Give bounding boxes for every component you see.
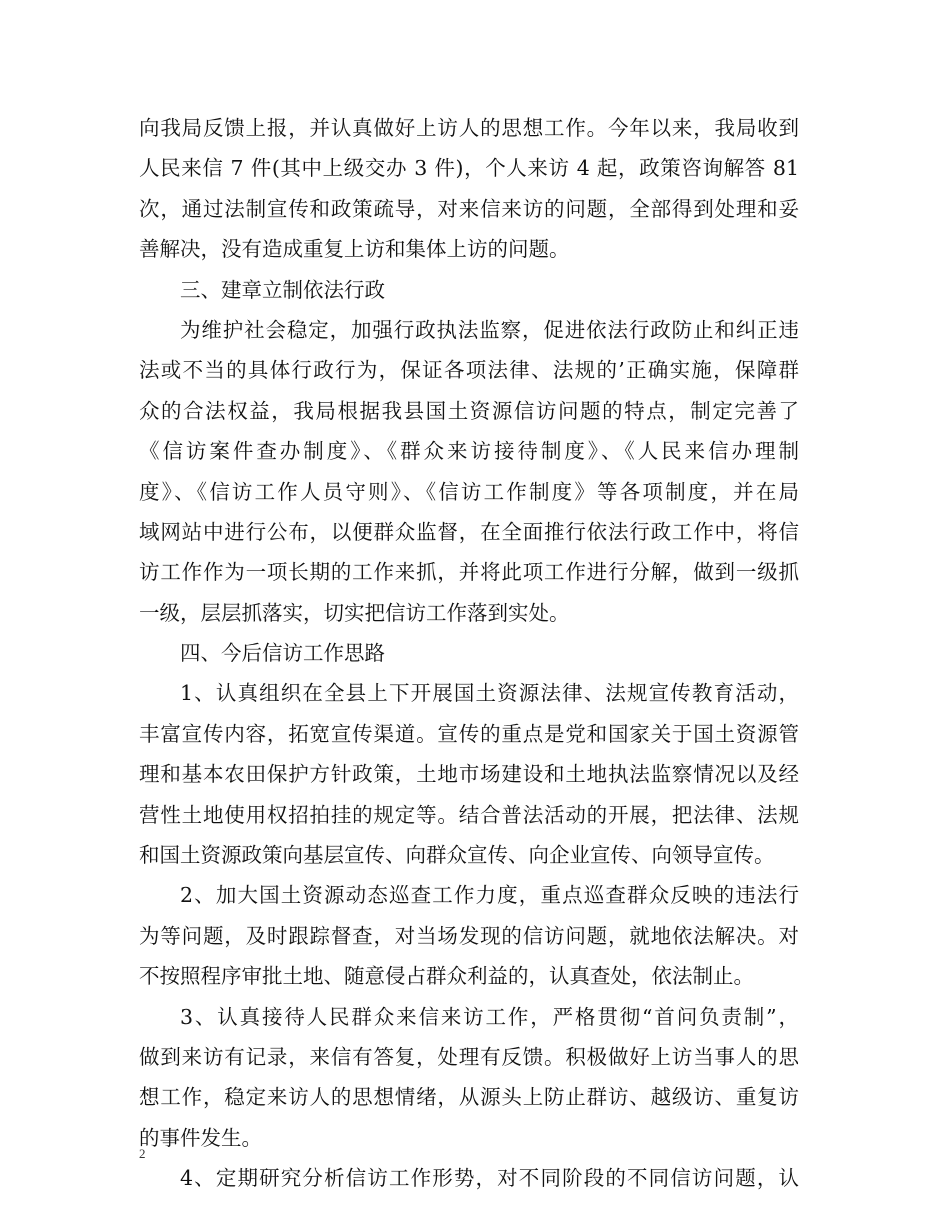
text-line: 为维护社会稳定，加强行政执法监察，促进依法行政防止和纠正违 <box>180 317 799 342</box>
text-line: 不按照程序审批土地、随意侵占群众利益的，认真查处，依法制止。 <box>139 964 754 989</box>
text-line: 《信访案件查办制度》、《群众来访接待制度》、《人民来信办理制 <box>139 439 799 464</box>
text-line: 4、定期研究分析信访工作形势，对不同阶段的不同信访问题，认 <box>180 1166 799 1191</box>
text-line: 向我局反馈上报，并认真做好上访人的思想工作。今年以来，我局收到 <box>139 116 799 140</box>
section-heading: 三、建章立制依法行政 <box>180 277 385 302</box>
text-line: 3、认真接待人民群众来信来访工作，严格贯彻“首问负责制”， <box>180 1004 799 1029</box>
text-line: 的事件发生。 <box>139 1125 262 1150</box>
text-line: 一级，层层抓落实，切实把信访工作落到实处。 <box>139 600 570 625</box>
text-line: 人民来信 7 件(其中上级交办 3 件)，个人来访 4 起，政策咨询解答 81 <box>139 156 799 181</box>
page-number: 2 <box>139 1146 146 1161</box>
text-line: 为等问题，及时跟踪督查，对当场发现的信访问题，就地依法解决。对 <box>139 923 799 948</box>
text-line: 众的合法权益，我局根据我县国土资源信访问题的特点，制定完善了 <box>139 398 799 423</box>
text-line: 法或不当的具体行政行为，保证各项法律、法规的’正确实施，保障群 <box>139 358 799 383</box>
text-line: 2、加大国土资源动态巡查工作力度，重点巡查群众反映的违法行 <box>180 883 799 908</box>
text-line: 次，通过法制宣传和政策疏导，对来信来访的问题，全部得到处理和妥 <box>139 196 799 221</box>
text-line: 度》、《信访工作人员守则》、《信访工作制度》等各项制度，并在局 <box>139 479 799 504</box>
text-line: 1、认真组织在全县上下开展国土资源法律、法规宣传教育活动， <box>180 681 799 706</box>
text-line: 理和基本农田保护方针政策，土地市场建设和土地执法监察情况以及经 <box>139 762 799 787</box>
text-line: 做到来访有记录，来信有答复，处理有反馈。积极做好上访当事人的思 <box>139 1044 799 1069</box>
text-line: 域网站中进行公布，以便群众监督，在全面推行依法行政工作中，将信 <box>139 519 799 544</box>
text-line: 营性土地使用权招拍挂的规定等。结合普法活动的开展，把法律、法规 <box>139 802 799 827</box>
text-line: 丰富宣传内容，拓宽宣传渠道。宣传的重点是党和国家关于国土资源管 <box>139 721 799 746</box>
text-line: 和国土资源政策向基层宣传、向群众宣传、向企业宣传、向领导宣传。 <box>139 843 775 868</box>
text-line: 访工作作为一项长期的工作来抓，并将此项工作进行分解，做到一级抓 <box>139 560 799 585</box>
text-line: 善解决，没有造成重复上访和集体上访的问题。 <box>139 237 570 262</box>
section-heading: 四、今后信访工作思路 <box>180 641 385 666</box>
body-text <box>139 108 799 1199</box>
text-line: 想工作，稳定来访人的思想情绪，从源头上防止群访、越级访、重复访 <box>139 1085 799 1110</box>
